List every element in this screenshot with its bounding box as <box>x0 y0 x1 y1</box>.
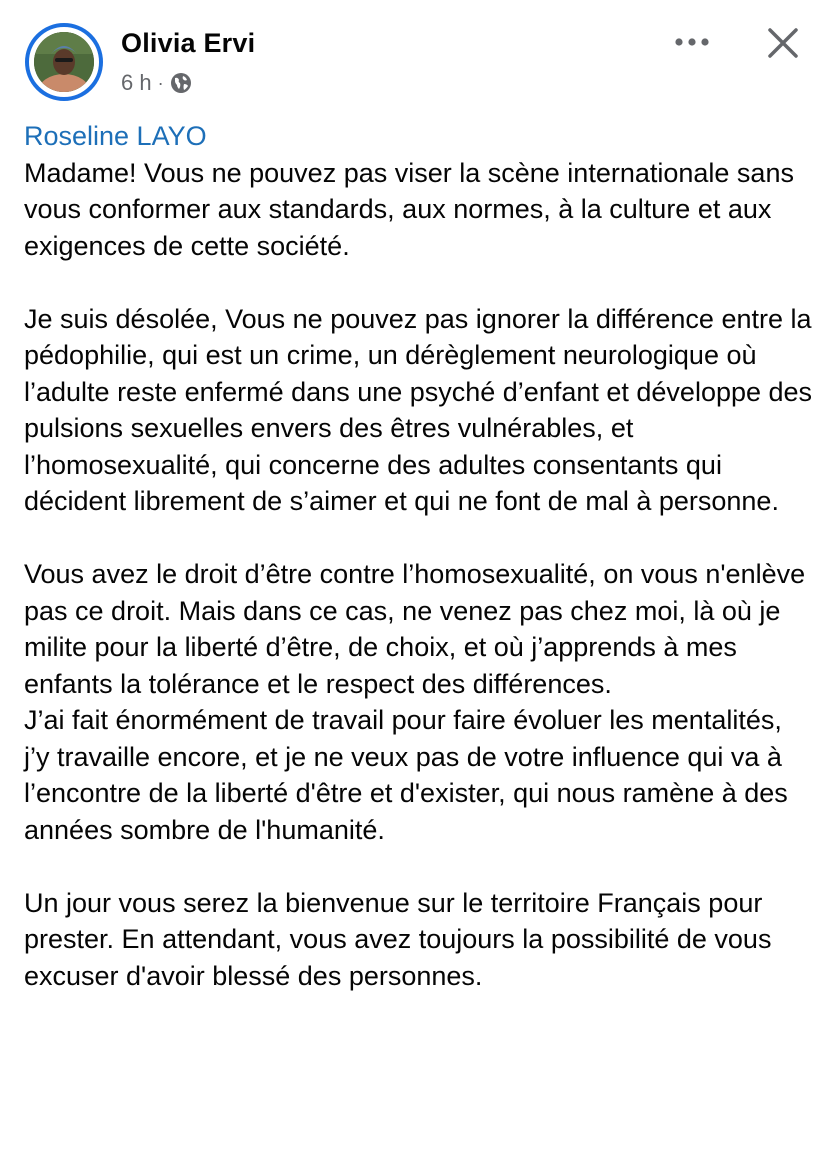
more-options-button[interactable] <box>670 24 714 60</box>
close-icon <box>767 27 799 59</box>
post-paragraph: Vous avez le droit d’être contre l’homosexualité, on vous n'enlève pas ce droit. Mais dans ce cas, ne venez pas chez moi, là où je milite pour la liberté d’être, de choix, et où j’apprends à mes enfants la tolérance et le respect des différences. <box>24 559 806 699</box>
post-header <box>0 0 828 110</box>
mentioned-user-link[interactable]: Roseline LAYO <box>24 121 207 151</box>
meta-separator: · <box>157 72 164 93</box>
post-meta <box>121 70 192 96</box>
post-time[interactable]: 6 h <box>121 70 152 95</box>
more-horizontal-icon <box>672 37 712 47</box>
post-paragraph: Je suis désolée, Vous ne pouvez pas ignorer la différence entre la pédophilie, qui est un crime, un dérèglement neurologique où l’adulte reste enfermé dans une psyché d’enfant et développe des pulsions sexuelles envers des êtres vulnérables, et l’homosexualité, qui concerne des adultes consentants qui décident librement de s’aimer et qui ne font de mal à personne. <box>24 303 813 516</box>
avatar[interactable] <box>34 32 94 92</box>
post-paragraph: Madame! Vous ne pouvez pas viser la scène internationale sans vous conformer aux standards, aux normes, à la culture et aux exigences de cette société. <box>24 157 794 261</box>
post-body <box>24 118 814 994</box>
author-avatar-ring[interactable] <box>25 23 103 101</box>
close-button[interactable] <box>760 20 806 66</box>
avatar-image <box>34 32 94 92</box>
author-name[interactable]: Olivia Ervi <box>121 28 256 58</box>
post-paragraph: Un jour vous serez la bienvenue sur le territoire Français pour prester. En attendant, vous avez toujours la possibilité de vous excuser d'avoir blessé des personnes. <box>24 887 772 991</box>
globe-icon[interactable] <box>170 72 192 94</box>
post-paragraph: J’ai fait énormément de travail pour faire évoluer les mentalités, j’y travaille encore, et je ne veux pas de votre influence qui va à l’encontre de la liberté d'être et d'exister, qui nous ramène à des années sombre de l'humanité. <box>24 705 788 845</box>
